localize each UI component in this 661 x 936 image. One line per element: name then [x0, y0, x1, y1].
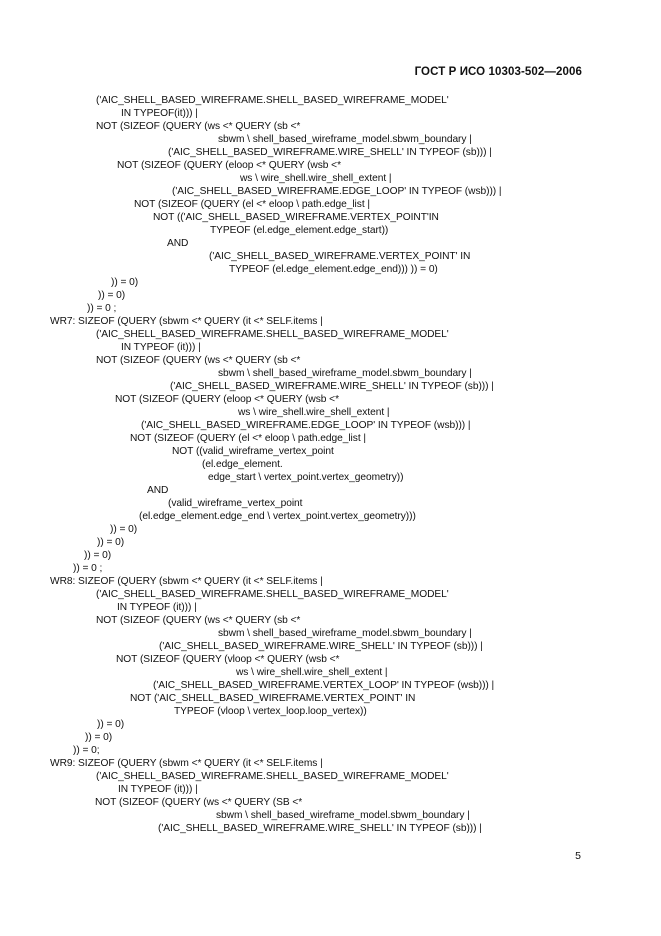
code-line: (valid_wireframe_vertex_point	[168, 498, 303, 509]
code-line: )) = 0)	[98, 290, 126, 301]
code-line: ('AIC_SHELL_BASED_WIREFRAME.WIRE_SHELL' IN TYPEOF (sb))) |	[158, 823, 482, 834]
code-line: ('AIC_SHELL_BASED_WIREFRAME.WIRE_SHELL' IN TYPEOF (sb))) |	[159, 641, 483, 652]
code-line: )) = 0)	[111, 277, 139, 288]
code-line: ('AIC_SHELL_BASED_WIREFRAME.WIRE_SHELL' IN TYPEOF (sb))) |	[170, 381, 494, 392]
code-line: )) = 0;	[73, 745, 100, 756]
code-line: )) = 0)	[97, 537, 125, 548]
code-line: ('AIC_SHELL_BASED_WIREFRAME.SHELL_BASED_WIREFRAME_MODEL'	[96, 771, 449, 782]
code-line: WR7: SIZEOF (QUERY (sbwm <* QUERY (it <* SELF.items |	[50, 316, 323, 327]
code-line: ('AIC_SHELL_BASED_WIREFRAME.SHELL_BASED_WIREFRAME_MODEL'	[96, 329, 449, 340]
code-line: NOT (SIZEOF (QUERY (eloop <* QUERY (wsb <*	[115, 394, 339, 405]
document-header-title: ГОСТ Р ИСО 10303-502—2006	[414, 66, 582, 78]
code-line: ('AIC_SHELL_BASED_WIREFRAME.EDGE_LOOP' IN TYPEOF (wsb))) |	[141, 420, 471, 431]
code-line: IN TYPEOF(it))) |	[121, 108, 198, 119]
code-line: AND	[167, 238, 189, 249]
code-line: IN TYPEOF (it))) |	[118, 784, 198, 795]
code-line: NOT (SIZEOF (QUERY (vloop <* QUERY (wsb <*	[116, 654, 340, 665]
code-line: )) = 0)	[85, 732, 113, 743]
code-line: TYPEOF (el.edge_element.edge_start))	[210, 225, 389, 236]
code-line: TYPEOF (vloop \ vertex_loop.loop_vertex))	[174, 706, 367, 717]
code-line: ws \ wire_shell.wire_shell_extent |	[236, 667, 388, 678]
code-line: sbwm \ shell_based_wireframe_model.sbwm_boundary |	[218, 628, 472, 639]
code-line: IN TYPEOF (it))) |	[117, 602, 197, 613]
code-line: ('AIC_SHELL_BASED_WIREFRAME.SHELL_BASED_WIREFRAME_MODEL'	[96, 589, 449, 600]
code-line: ('AIC_SHELL_BASED_WIREFRAME.VERTEX_POINT' IN	[209, 251, 471, 262]
code-line: ('AIC_SHELL_BASED_WIREFRAME.WIRE_SHELL' IN TYPEOF (sb))) |	[168, 147, 492, 158]
code-line: NOT ((valid_wireframe_vertex_point	[172, 446, 334, 457]
code-line: )) = 0 ;	[73, 563, 103, 574]
code-line: ws \ wire_shell.wire_shell_extent |	[240, 173, 392, 184]
code-line: ('AIC_SHELL_BASED_WIREFRAME.VERTEX_LOOP' IN TYPEOF (wsb))) |	[153, 680, 495, 691]
code-line: )) = 0)	[110, 524, 138, 535]
code-line: (el.edge_element.	[202, 459, 283, 470]
code-line: NOT (('AIC_SHELL_BASED_WIREFRAME.VERTEX_POINT'IN	[153, 212, 439, 223]
code-line: )) = 0 ;	[87, 303, 117, 314]
page-number: 5	[575, 850, 581, 862]
code-line: NOT (SIZEOF (QUERY (el <* eloop \ path.edge_list |	[130, 433, 366, 444]
code-line: (el.edge_element.edge_end \ vertex_point.vertex_geometry)))	[139, 511, 416, 522]
code-line: IN TYPEOF (it))) |	[121, 342, 201, 353]
code-line: edge_start \ vertex_point.vertex_geometry))	[208, 472, 404, 483]
code-line: NOT ('AIC_SHELL_BASED_WIREFRAME.VERTEX_POINT' IN	[130, 693, 416, 704]
code-line: WR9: SIZEOF (QUERY (sbwm <* QUERY (it <* SELF.items |	[50, 758, 323, 769]
code-line: NOT (SIZEOF (QUERY (ws <* QUERY (sb <*	[96, 615, 301, 626]
code-line: NOT (SIZEOF (QUERY (el <* eloop \ path.edge_list |	[134, 199, 370, 210]
code-line: NOT (SIZEOF (QUERY (ws <* QUERY (SB <*	[95, 797, 303, 808]
code-line: )) = 0)	[97, 719, 125, 730]
code-line: NOT (SIZEOF (QUERY (ws <* QUERY (sb <*	[96, 121, 301, 132]
code-line: ('AIC_SHELL_BASED_WIREFRAME.EDGE_LOOP' IN TYPEOF (wsb))) |	[172, 186, 502, 197]
code-line: NOT (SIZEOF (QUERY (ws <* QUERY (sb <*	[96, 355, 301, 366]
code-line: sbwm \ shell_based_wireframe_model.sbwm_boundary |	[216, 810, 470, 821]
code-line: WR8: SIZEOF (QUERY (sbwm <* QUERY (it <* SELF.items |	[50, 576, 323, 587]
code-line: TYPEOF (el.edge_element.edge_end))) )) = 0)	[229, 264, 438, 275]
code-line: ws \ wire_shell.wire_shell_extent |	[238, 407, 390, 418]
code-line: ('AIC_SHELL_BASED_WIREFRAME.SHELL_BASED_WIREFRAME_MODEL'	[96, 95, 449, 106]
code-line: sbwm \ shell_based_wireframe_model.sbwm_boundary |	[218, 134, 472, 145]
code-line: NOT (SIZEOF (QUERY (eloop <* QUERY (wsb <*	[117, 160, 341, 171]
code-line: )) = 0)	[84, 550, 112, 561]
code-line: AND	[147, 485, 169, 496]
code-line: sbwm \ shell_based_wireframe_model.sbwm_boundary |	[218, 368, 472, 379]
